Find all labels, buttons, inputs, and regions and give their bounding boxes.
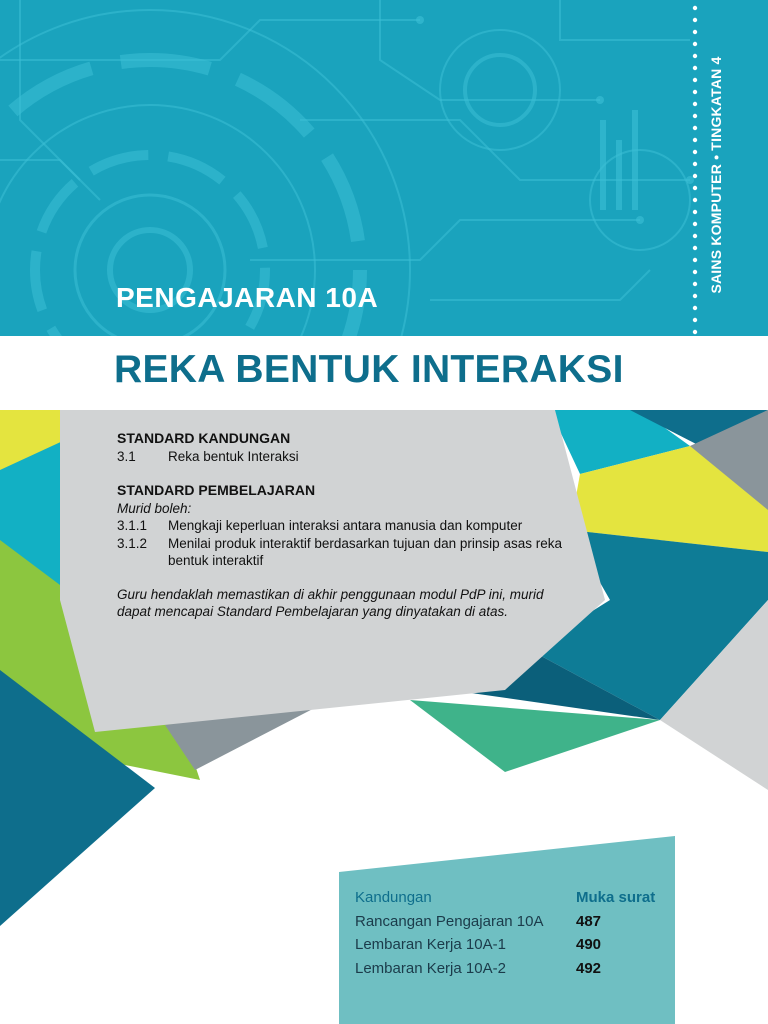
standard-code: 3.1.2 [117,535,148,551]
contents-row [355,910,655,934]
contents-column-header: Kandungan [355,889,432,906]
learning-standard-item [117,517,577,535]
contents-item-page: 490 [576,936,602,953]
standard-code: 3.1 [117,448,136,464]
standard-text: Reka bentuk Interaksi [168,448,299,464]
contents-row [355,933,655,957]
header-banner [0,0,768,336]
learning-standard-heading: STANDARD PEMBELAJARAN [117,482,316,498]
contents-table [355,886,655,980]
teacher-note: Guru hendaklah memastikan di akhir penggunaan modul PdP ini, murid dapat mencapai Standard Pembelajaran yang dinyatakan di atas. [117,586,544,619]
contents-item-name: Lembaran Kerja 10A-1 [355,936,506,953]
standards-block [117,430,577,621]
contents-item-name: Lembaran Kerja 10A-2 [355,959,506,977]
contents-row [355,957,655,981]
contents-item-page: 487 [576,912,602,930]
page-title: REKA BENTUK INTERAKSI [114,348,624,391]
standard-text: Menilai produk interaktif berdasarkan tujuan dan prinsip asas reka bentuk interaktif [168,535,562,568]
standard-text: Mengkaji keperluan interaksi antara manusia dan komputer [168,518,523,533]
dotted-border [693,6,697,334]
contents-header-row [355,886,655,910]
standard-code: 3.1.1 [117,518,148,533]
side-title [702,40,730,310]
learning-standard-item [117,535,577,570]
contents-box [339,836,675,1024]
contents-item-name: Rancangan Pengajaran 10A [355,912,544,930]
page-column-header: Muka surat [576,889,656,906]
lesson-label: PENGAJARAN 10A [116,282,379,313]
learning-intro: Murid boleh: [117,500,192,516]
contents-item-page: 492 [576,959,602,977]
side-title-text: SAINS KOMPUTER • TINGKATAN 4 [708,56,724,294]
content-standard-item [117,448,577,466]
content-standard-heading: STANDARD KANDUNGAN [117,430,291,446]
